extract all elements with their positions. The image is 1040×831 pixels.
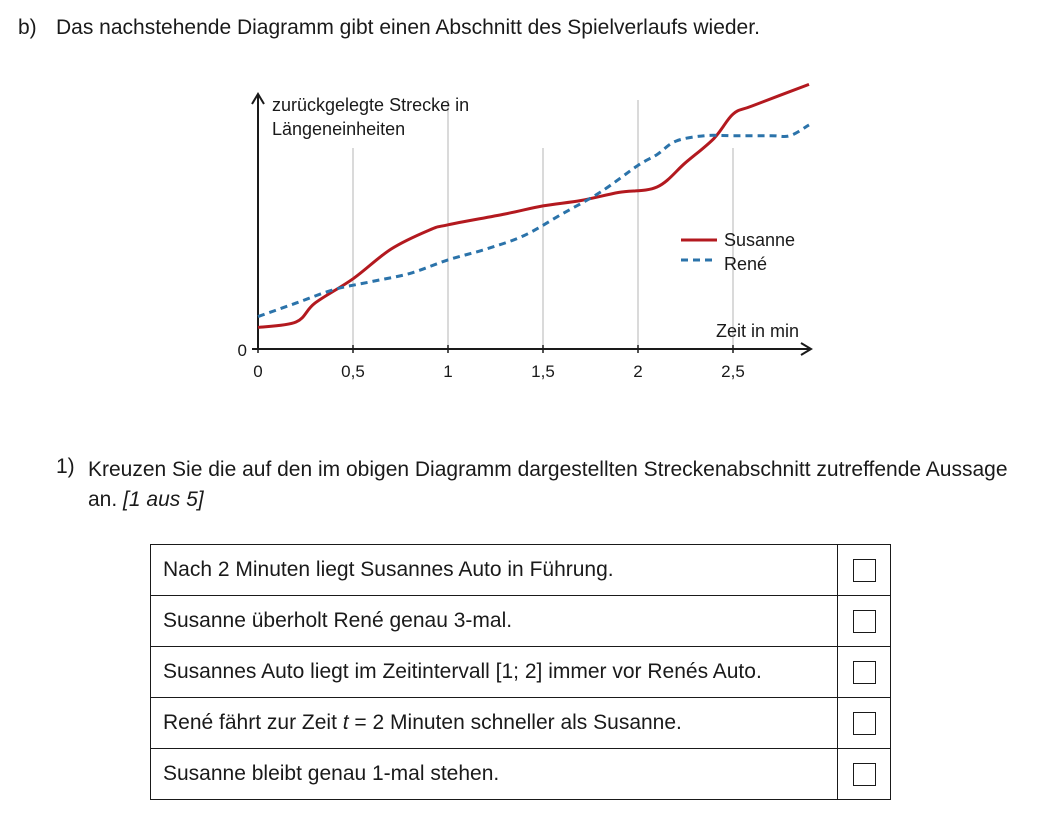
option-variable: t — [342, 711, 349, 734]
option-text-pre: René fährt zur Zeit — [163, 711, 343, 734]
option-text: Susanne überholt René genau 3-mal. — [151, 596, 838, 647]
task-instruction — [88, 455, 1023, 515]
intro-text: Das nachstehende Diagramm gibt einen Abschnitt des Spielverlaufs wieder. — [56, 16, 760, 39]
option-row — [151, 545, 891, 596]
option-text: Susanne bleibt genau 1-mal stehen. — [151, 749, 838, 800]
option-row — [151, 647, 891, 698]
x-tick-label: 2 — [633, 362, 643, 381]
option-text — [151, 698, 838, 749]
x-axis-label: Zeit in min — [715, 321, 799, 341]
option-checkbox[interactable] — [853, 610, 876, 633]
task-hint: [1 aus 5] — [123, 488, 204, 511]
option-text: Susannes Auto liegt im Zeitintervall [1; 2] immer vor Renés Auto. — [151, 647, 838, 698]
y-axis-label-line2: Längeneinheiten — [272, 119, 406, 139]
chart-legend — [681, 230, 795, 274]
option-text: Nach 2 Minuten liegt Susannes Auto in Führung. — [151, 545, 838, 596]
x-tick-labels — [252, 345, 745, 381]
legend-label-susanne: Susanne — [724, 230, 796, 250]
option-row — [151, 596, 891, 647]
option-row — [151, 698, 891, 749]
subtask-label: b) — [18, 16, 37, 39]
option-checkbox[interactable] — [853, 559, 876, 582]
x-tick-label: 1,5 — [531, 362, 555, 381]
option-text-post: = 2 Minuten schneller als Susanne. — [348, 711, 682, 734]
x-tick-label: 2,5 — [721, 362, 745, 381]
task-number: 1) — [56, 455, 75, 478]
y-origin-label: 0 — [237, 341, 247, 360]
series-line-ren — [258, 125, 809, 317]
task-instruction-text: Kreuzen Sie die auf den im obigen Diagramm dargestellten Streckenabschnitt zutreffende Aussage an. — [88, 458, 1008, 511]
x-tick-label: 0,5 — [341, 362, 365, 381]
answer-options-table — [150, 544, 891, 800]
option-checkbox[interactable] — [853, 661, 876, 684]
y-axis-label-line1: zurückgelegte Strecke in — [272, 95, 470, 115]
option-checkbox[interactable] — [853, 763, 876, 786]
option-checkbox[interactable] — [853, 712, 876, 735]
x-tick-label: 0 — [253, 362, 263, 381]
legend-label-rene: René — [724, 254, 768, 274]
option-row — [151, 749, 891, 800]
x-tick-label: 1 — [443, 362, 453, 381]
